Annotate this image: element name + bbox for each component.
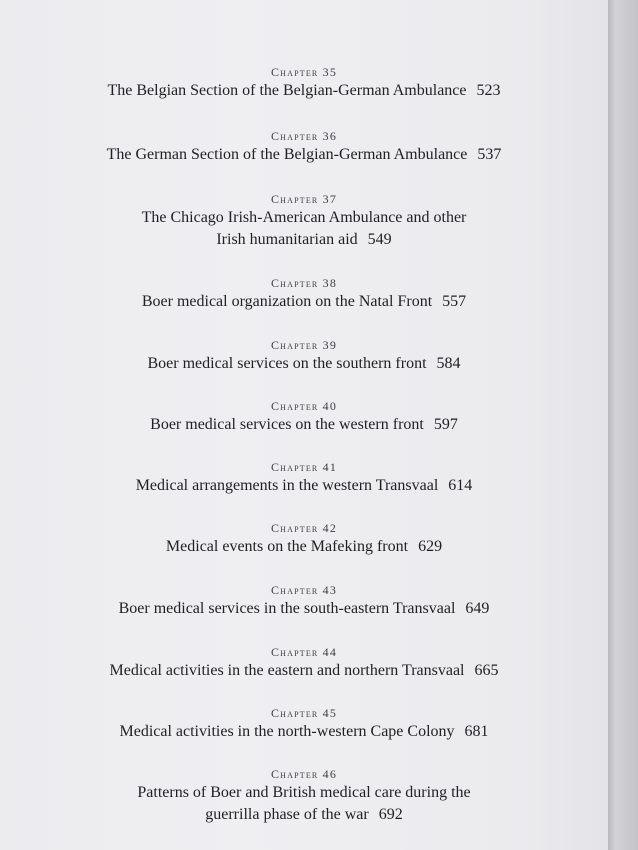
chapter-title: Boer medical services in the south-eastern Transvaal 649 <box>118 600 490 617</box>
chapter-title: Patterns of Boer and British medical care during the <box>137 784 471 801</box>
chapter-label: Chapter 36 <box>270 129 338 143</box>
page-number: 614 <box>448 477 473 494</box>
chapter-label: Chapter 38 <box>270 276 338 290</box>
chapter-title: The German Section of the Belgian-German Ambulance 537 <box>106 146 502 163</box>
chapter-label: Chapter 43 <box>270 583 338 597</box>
page-number: 523 <box>476 82 501 99</box>
toc-entry-chapter-38 <box>0 275 608 313</box>
chapter-title: Medical arrangements in the western Transvaal 614 <box>135 477 473 494</box>
chapter-title: Medical events on the Mafeking front 629 <box>165 538 443 555</box>
chapter-label: Chapter 37 <box>270 192 338 206</box>
toc-entry-chapter-39 <box>0 337 608 375</box>
page-number: 584 <box>436 355 461 372</box>
chapter-title: Boer medical services on the southern front 584 <box>147 355 461 372</box>
toc-entry-chapter-42 <box>0 520 608 558</box>
toc-entry-chapter-45 <box>0 705 608 743</box>
chapter-title-continued: Irish humanitarian aid 549 <box>216 231 392 248</box>
toc-entry-chapter-44 <box>0 644 608 682</box>
page-number: 692 <box>378 806 403 823</box>
page-number: 681 <box>464 723 489 740</box>
page-number: 649 <box>465 600 490 617</box>
toc-entry-chapter-46 <box>0 766 608 826</box>
toc-entry-chapter-43 <box>0 582 608 620</box>
page-number: 665 <box>474 662 499 679</box>
toc-entry-chapter-36 <box>0 128 608 166</box>
page-number: 557 <box>442 293 467 310</box>
chapter-label: Chapter 41 <box>270 460 338 474</box>
chapter-label: Chapter 42 <box>270 521 338 535</box>
chapter-title: The Belgian Section of the Belgian-German Ambulance 523 <box>107 82 501 99</box>
chapter-label: Chapter 45 <box>270 706 338 720</box>
chapter-title-continued: guerrilla phase of the war 692 <box>205 806 403 823</box>
chapter-title: Boer medical organization on the Natal Front 557 <box>141 293 467 310</box>
chapter-title: Medical activities in the north-western Cape Colony 681 <box>119 723 489 740</box>
toc-entry-chapter-35 <box>0 64 608 102</box>
chapter-label: Chapter 46 <box>270 767 338 781</box>
chapter-title: Boer medical services on the western front 597 <box>150 416 458 433</box>
page-number: 597 <box>433 416 458 433</box>
toc-entry-chapter-40 <box>0 398 608 436</box>
chapter-title: The Chicago Irish-American Ambulance and other <box>141 209 467 226</box>
chapter-label: Chapter 40 <box>270 399 338 413</box>
chapter-label: Chapter 35 <box>270 65 338 79</box>
page-number: 537 <box>477 146 502 163</box>
page-number: 629 <box>418 538 443 555</box>
chapter-label: Chapter 39 <box>270 338 338 352</box>
chapter-title: Medical activities in the eastern and northern Transvaal 665 <box>109 662 499 679</box>
chapter-label: Chapter 44 <box>270 645 338 659</box>
page-edge <box>608 0 638 850</box>
toc-entry-chapter-37 <box>0 191 608 251</box>
toc-entry-chapter-41 <box>0 459 608 497</box>
page-number: 549 <box>367 231 392 248</box>
